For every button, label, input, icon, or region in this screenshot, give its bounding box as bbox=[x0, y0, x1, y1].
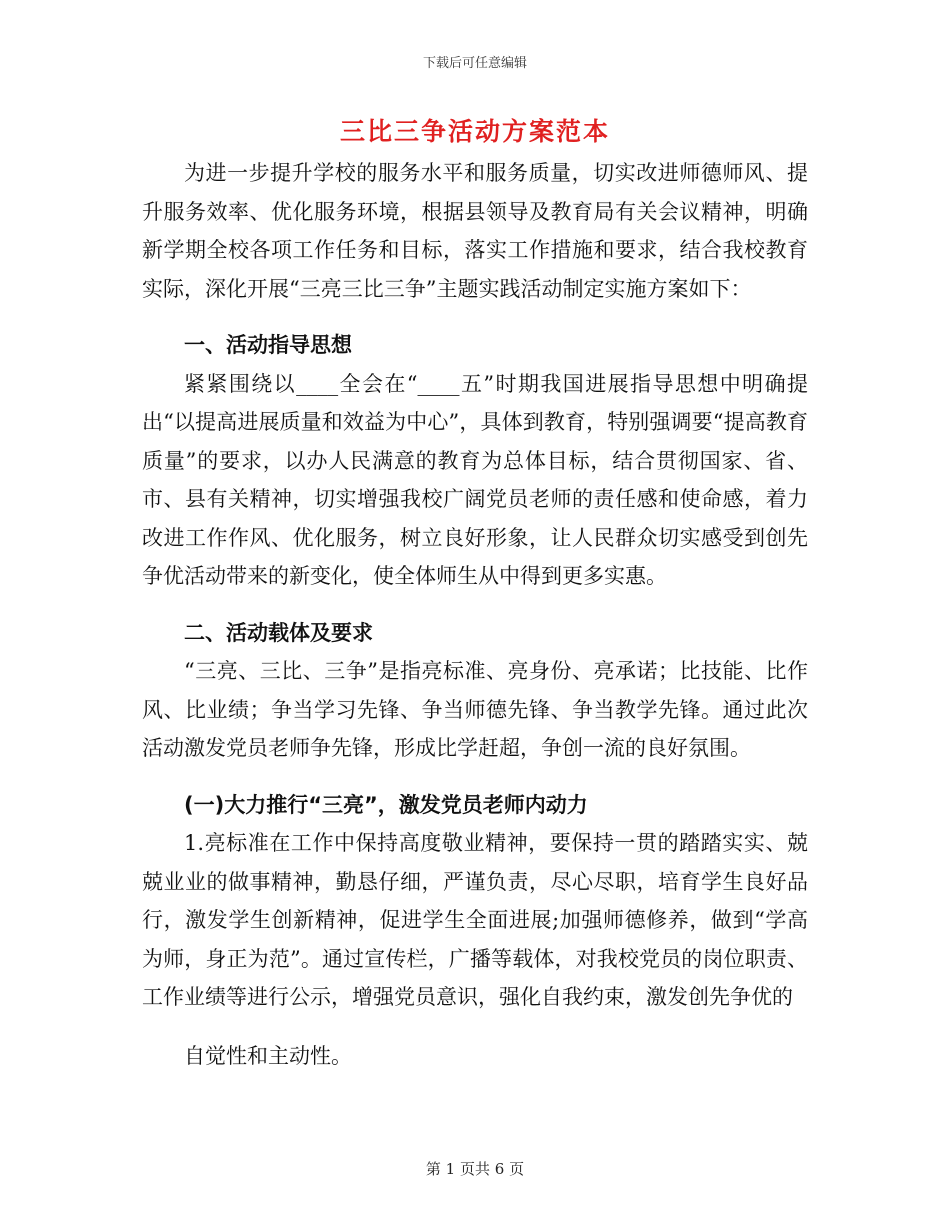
intro-paragraph: 为进一步提升学校的服务水平和服务质量，切实改进师德师风、提升服务效率、优化服务环境，根据县领导及教育局有关会议精神，明确新学期全校各项工作任务和目标，落实工作措施和要求，结合我校教育实际，深化开展“三亮三比三争”主题实践活动制定实施方案如下： bbox=[142, 161, 808, 301]
subheading-three-liang: (一)大力推行“三亮”，激发党员老师内动力 bbox=[184, 792, 588, 817]
page-header-note: 下载后可任意编辑 bbox=[422, 56, 527, 71]
continuation-paragraph: 自觉性和主动性。 bbox=[184, 1043, 352, 1068]
page-footer-number: 第 1 页共 6 页 bbox=[425, 1160, 525, 1178]
liang-standard-paragraph: 1.亮标准在工作中保持高度敬业精神，要保持一贯的踏踏实实、兢兢业业的做事精神，勤恳仔细，严谨负责，尽心尽职，培育学生良好品行，激发学生创新精神，促进学生全面进展;加强师德修养，做到“学高为师，身正为范”。通过宣传栏，广播等载体，对我校党员的岗位职责、工作业绩等进行公示，增强党员意识，强化自我约束，激发创先争优的 bbox=[142, 831, 808, 1009]
section-heading-guiding-thought: 一、活动指导思想 bbox=[184, 333, 352, 357]
document-body bbox=[142, 154, 808, 1075]
activity-carrier-paragraph: “三亮、三比、三争”是指亮标准、亮身份、亮承诺；比技能、比作风、比业绩；争当学习先锋、争当师德先锋、争当教学先锋。通过此次活动激发党员老师争先锋，形成比学赶超，争创一流的良好氛围。 bbox=[142, 659, 808, 760]
section-heading-activity-carrier: 二、活动载体及要求 bbox=[184, 620, 373, 645]
guiding-thought-paragraph: 紧紧围绕以____全会在“____五”时期我国进展指导思想中明确提出“以提高进展质量和效益为中心”，具体到教育，特别强调要“提高教育质量”的要求，以办人民满意的教育为总体目标，结合贯彻国家、省、市、县有关精神，切实增强我校广阔党员老师的责任感和使命感，着力改进工作作风、优化服务，树立良好形象，让人民群众切实感受到创先争优活动带来的新变化，使全体师生从中得到更多实惠。 bbox=[142, 371, 808, 588]
document-title: 三比三争活动方案范本 bbox=[339, 117, 610, 146]
